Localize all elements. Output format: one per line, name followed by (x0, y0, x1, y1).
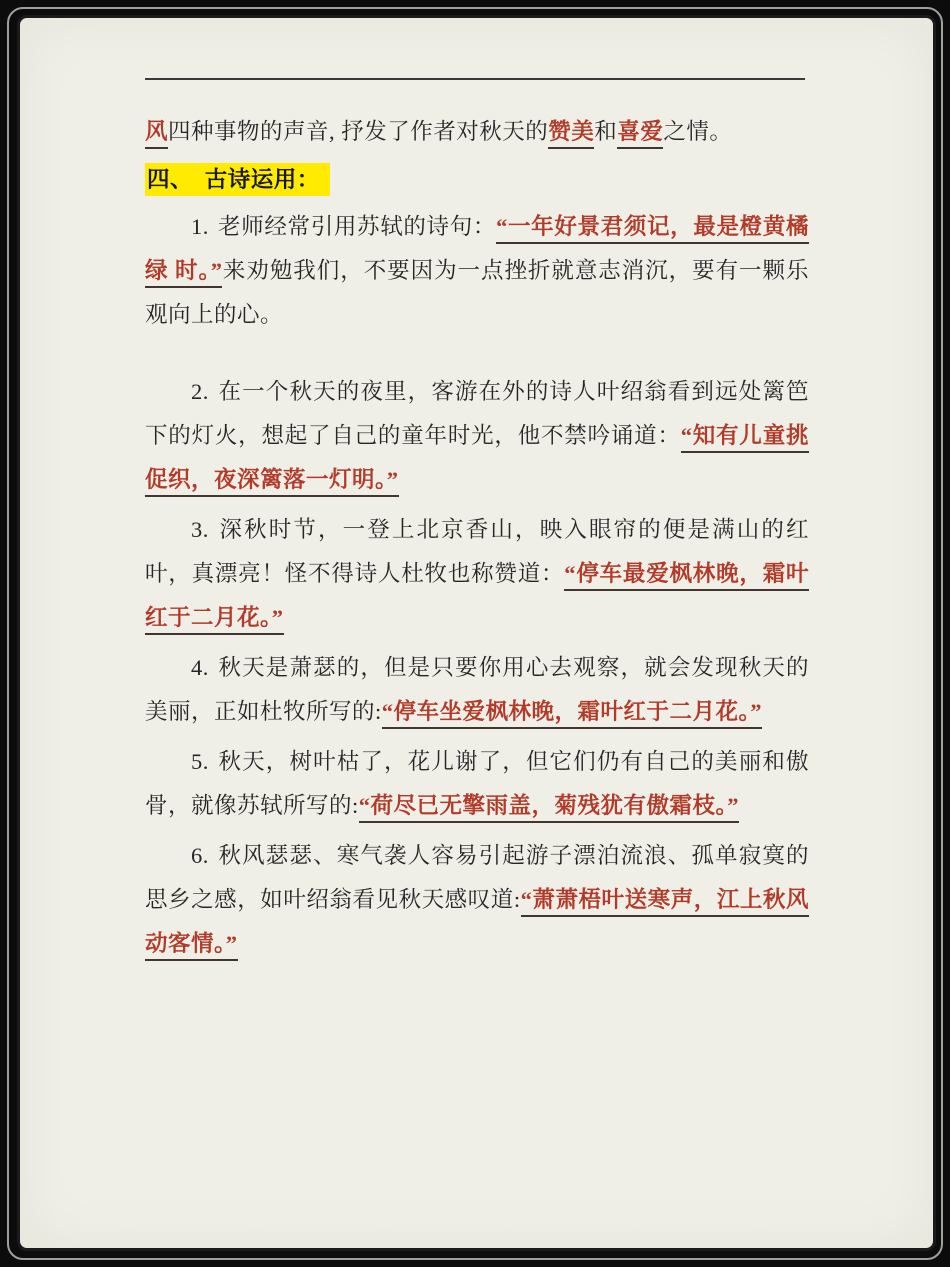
exercise-item-2 (145, 370, 809, 502)
item-text: 秋风瑟瑟、寒气袭人容易引起游子漂泊流浪、孤单寂寞的思乡之感，如叶绍翁看见秋天感叹道: (145, 843, 809, 912)
exercise-item-5 (145, 740, 809, 828)
item-number: 1. (191, 214, 209, 239)
poem-quote: “一年好景君须记，最是橙黄橘绿 时。” (145, 214, 809, 288)
body-text: 和 (594, 119, 618, 144)
blank-answer: 风 (145, 119, 168, 149)
top-divider (145, 78, 805, 80)
item-number: 3. (191, 517, 209, 542)
item-number: 2. (191, 379, 209, 404)
poem-quote: “荷尽已无擎雨盖，菊残犹有傲霜枝。” (359, 793, 739, 823)
item-text: 秋天是萧瑟的，但是只要你用心去观察，就会发现秋天的美丽，正如杜牧所写的: (145, 655, 809, 724)
document-content (145, 78, 809, 971)
exercise-item-4 (145, 646, 809, 734)
item-text: 秋天，树叶枯了，花儿谢了，但它们仍有自己的美丽和傲骨，就像苏轼所写的: (145, 749, 809, 818)
item-number: 6. (191, 843, 209, 868)
item-text: 深秋时节，一登上北京香山，映入眼帘的便是满山的红叶，真漂亮！怪不得诗人杜牧也称赞道： (145, 517, 809, 586)
item-text: 老师经常引用苏轼的诗句： (217, 214, 497, 239)
poem-quote: “停车最爱枫林晚，霜叶红于二月花。” (145, 561, 809, 635)
item-number: 5. (191, 749, 209, 774)
exercise-item-1 (145, 205, 809, 337)
section-title-highlight: 四、 古诗运用： (145, 163, 330, 196)
body-text: 之情。 (663, 119, 733, 144)
poem-quote: “萧萧梧叶送寒声，江上秋风动客情。” (145, 887, 809, 961)
exercise-item-6 (145, 834, 809, 966)
intro-paragraph (145, 110, 809, 154)
blank-answer: 喜爱 (617, 119, 663, 149)
item-text: 在一个秋天的夜里，客游在外的诗人叶绍翁看到远处篱笆下的灯火，想起了自己的童年时光，他不禁吟诵道： (145, 379, 809, 448)
item-text: 来劝勉我们，不要因为一点挫折就意志消沉，要有一颗乐观向上的心。 (145, 258, 809, 327)
poem-quote: “停车坐爱枫林晚，霜叶红于二月花。” (382, 699, 762, 729)
exercise-item-3 (145, 508, 809, 640)
section-header (145, 158, 809, 202)
item-number: 4. (191, 655, 209, 680)
document-page (17, 15, 936, 1251)
blank-answer: 赞美 (548, 119, 594, 149)
body-text: 四种事物的声音, 抒发了作者对秋天的 (168, 119, 549, 144)
poem-quote: “知有儿童挑促织，夜深篱落一灯明。” (145, 423, 809, 497)
